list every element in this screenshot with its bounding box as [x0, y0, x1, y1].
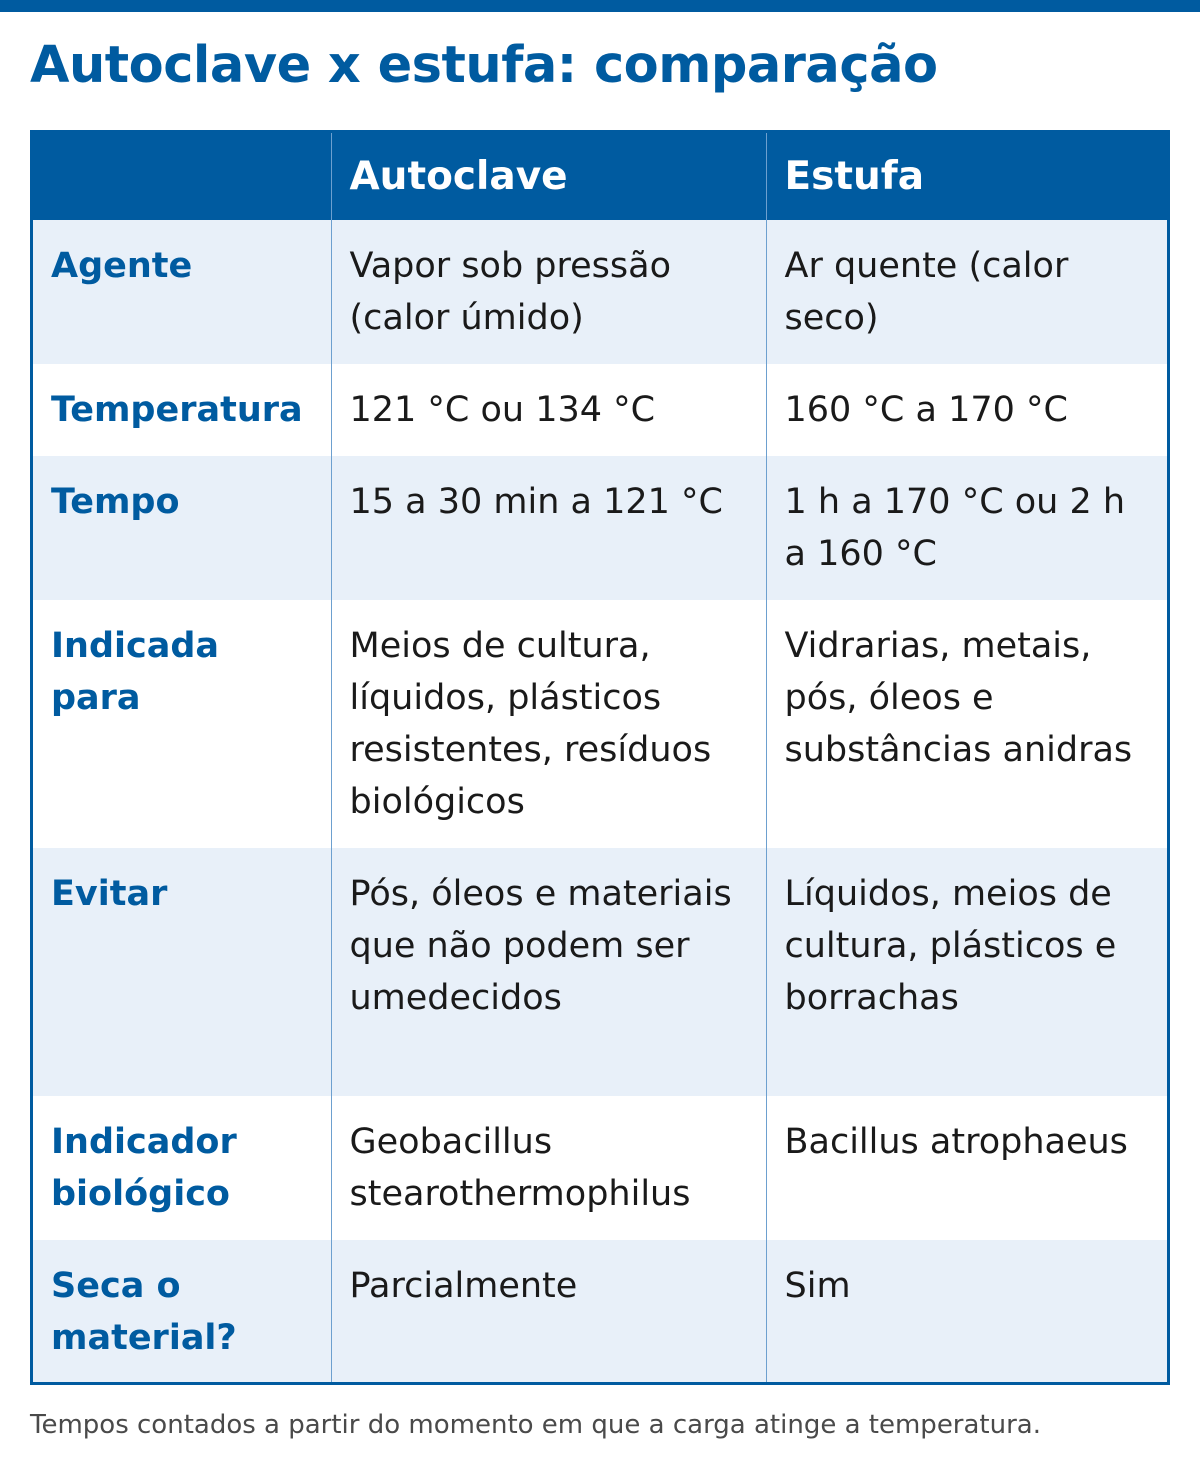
- cell-estufa: 1 h a 170 °C ou 2 h a 160 °C: [766, 456, 1167, 600]
- table-header: [33, 133, 1167, 220]
- row-label: Temperatura: [33, 364, 331, 456]
- cell-autoclave: 121 °C ou 134 °C: [331, 364, 766, 456]
- row-label: Evitar: [33, 848, 331, 1096]
- table-row: [33, 600, 1167, 848]
- cell-autoclave: Parcialmente: [331, 1240, 766, 1384]
- table-row: [33, 848, 1167, 1096]
- cell-estufa: Ar quente (calor seco): [766, 220, 1167, 364]
- cell-estufa: 160 °C a 170 °C: [766, 364, 1167, 456]
- cell-estufa: Sim: [766, 1240, 1167, 1384]
- row-label: Seca o material?: [33, 1240, 331, 1384]
- header-estufa: Estufa: [766, 133, 1167, 220]
- table-row: [33, 1240, 1167, 1384]
- header-autoclave: Autoclave: [331, 133, 766, 220]
- table-row: [33, 364, 1167, 456]
- header-row: [33, 133, 1167, 220]
- cell-estufa: Vidrarias, metais, pós, óleos e substâncias anidras: [766, 600, 1167, 848]
- cell-estufa: Bacillus atrophaeus: [766, 1096, 1167, 1240]
- cell-autoclave: Vapor sob pressão (calor úmido): [331, 220, 766, 364]
- cell-autoclave: Geobacillus stearothermophilus: [331, 1096, 766, 1240]
- table-row: [33, 1096, 1167, 1240]
- row-label: Indicada para: [33, 600, 331, 848]
- cell-estufa: Líquidos, meios de cultura, plásticos e borrachas: [766, 848, 1167, 1096]
- table-body: [33, 220, 1167, 1384]
- table-row: [33, 456, 1167, 600]
- table-row: [33, 220, 1167, 364]
- cell-autoclave: Meios de cultura, líquidos, plásticos resistentes, resíduos biológicos: [331, 600, 766, 848]
- row-label: Indicador biológico: [33, 1096, 331, 1240]
- cell-autoclave: Pós, óleos e materiais que não podem ser umedecidos: [331, 848, 766, 1096]
- row-label: Tempo: [33, 456, 331, 600]
- cell-autoclave: 15 a 30 min a 121 °C: [331, 456, 766, 600]
- top-accent-bar: [0, 0, 1200, 12]
- page-title: Autoclave x estufa: comparação: [30, 36, 938, 95]
- comparison-table-container: [30, 130, 1170, 1385]
- header-empty-cell: [33, 133, 331, 220]
- footnote: Tempos contados a partir do momento em que a carga atinge a temperatura.: [30, 1410, 1041, 1440]
- comparison-table: [33, 133, 1167, 1384]
- row-label: Agente: [33, 220, 331, 364]
